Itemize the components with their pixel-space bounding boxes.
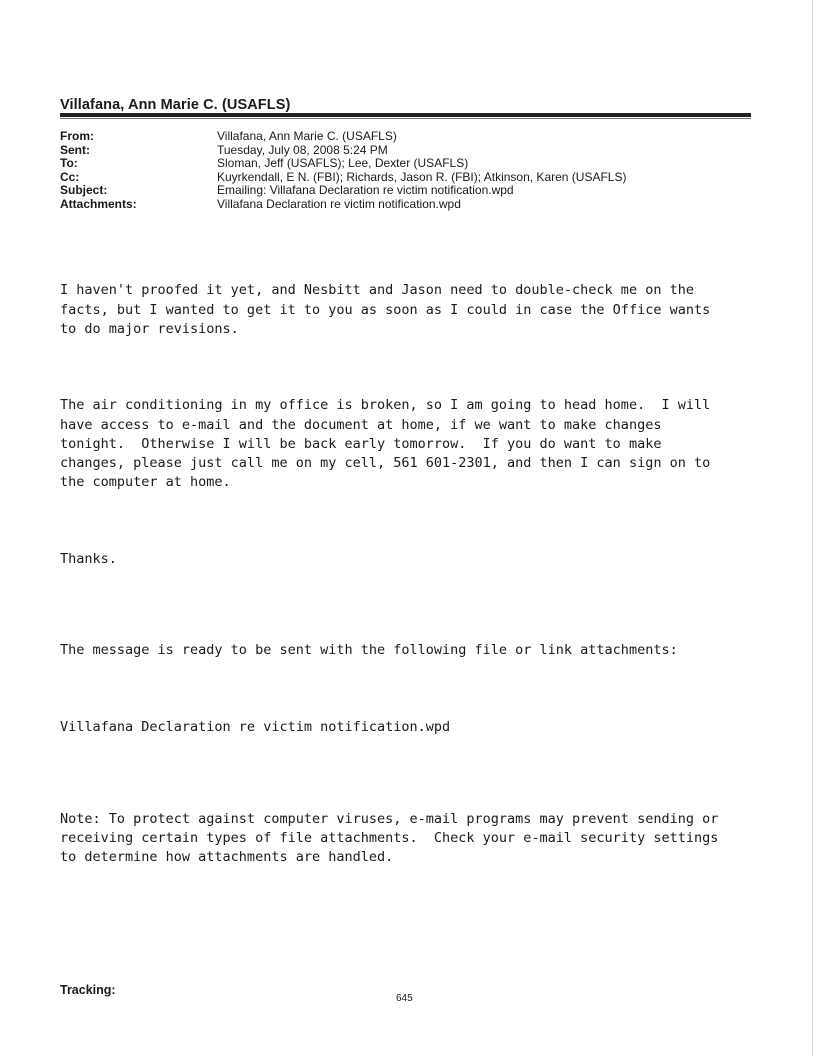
tracking-label: Tracking:	[60, 983, 116, 997]
header-label: To:	[60, 156, 78, 171]
body-paragraph-intro: I haven't proofed it yet, and Nesbitt and Jason need to double-check me on the facts, but I wanted to get it to you as soon as I could in case the Office wants to do major revisions.	[60, 282, 711, 337]
header-value-attachments: Villafana Declaration re victim notification.wpd	[217, 196, 461, 211]
sender-name-heading: Villafana, Ann Marie C. (USAFLS)	[60, 97, 291, 113]
header-row-cc	[60, 171, 626, 185]
body-paragraph-virus-note: Note: To protect against computer viruses, e-mail programs may prevent sending or receiving certain types of file attachments. Check your e-mail security settings to determine how attachments are handled.	[60, 810, 719, 866]
header-label: Attachments:	[60, 196, 137, 211]
body-paragraph-ready-message: The message is ready to be sent with the following file or link attachments:	[60, 642, 678, 659]
page-edge-line	[812, 0, 813, 1056]
header-row-from	[60, 130, 626, 144]
body-paragraph-air-conditioning: The air conditioning in my office is broken, so I am going to head home. I will have access to e-mail and the document at home, if we want to make changes tonight. Otherwise I will be back early tomorrow. If you do want to make changes, please just call me on my cell, 561 601-2301, and then I can sign on to the computer at home.	[60, 397, 711, 491]
header-label: From:	[60, 129, 94, 143]
header-row-sent	[60, 144, 626, 158]
body-paragraph-thanks: Thanks.	[60, 550, 117, 567]
header-divider-thin	[60, 118, 751, 119]
email-body	[60, 243, 760, 886]
header-divider	[60, 113, 751, 117]
page-number: 645	[396, 993, 413, 1004]
email-headers	[60, 130, 626, 212]
header-label: Sent:	[60, 142, 90, 157]
header-label: Cc:	[60, 169, 80, 184]
header-row-attachments	[60, 198, 626, 212]
header-value-from: Villafana, Ann Marie C. (USAFLS)	[217, 129, 397, 143]
header-label: Subject:	[60, 183, 108, 198]
header-row-to	[60, 157, 626, 171]
header-row-subject	[60, 184, 626, 198]
body-attachment-filename: Villafana Declaration re victim notification.wpd	[60, 719, 451, 736]
header-value-to: Sloman, Jeff (USAFLS); Lee, Dexter (USAFLS)	[217, 156, 469, 171]
header-value-sent: Tuesday, July 08, 2008 5:24 PM	[217, 142, 388, 157]
header-value-subject: Emailing: Villafana Declaration re victim notification.wpd	[217, 183, 514, 198]
header-value-cc: Kuyrkendall, E N. (FBI); Richards, Jason R. (FBI); Atkinson, Karen (USAFLS)	[217, 169, 627, 184]
